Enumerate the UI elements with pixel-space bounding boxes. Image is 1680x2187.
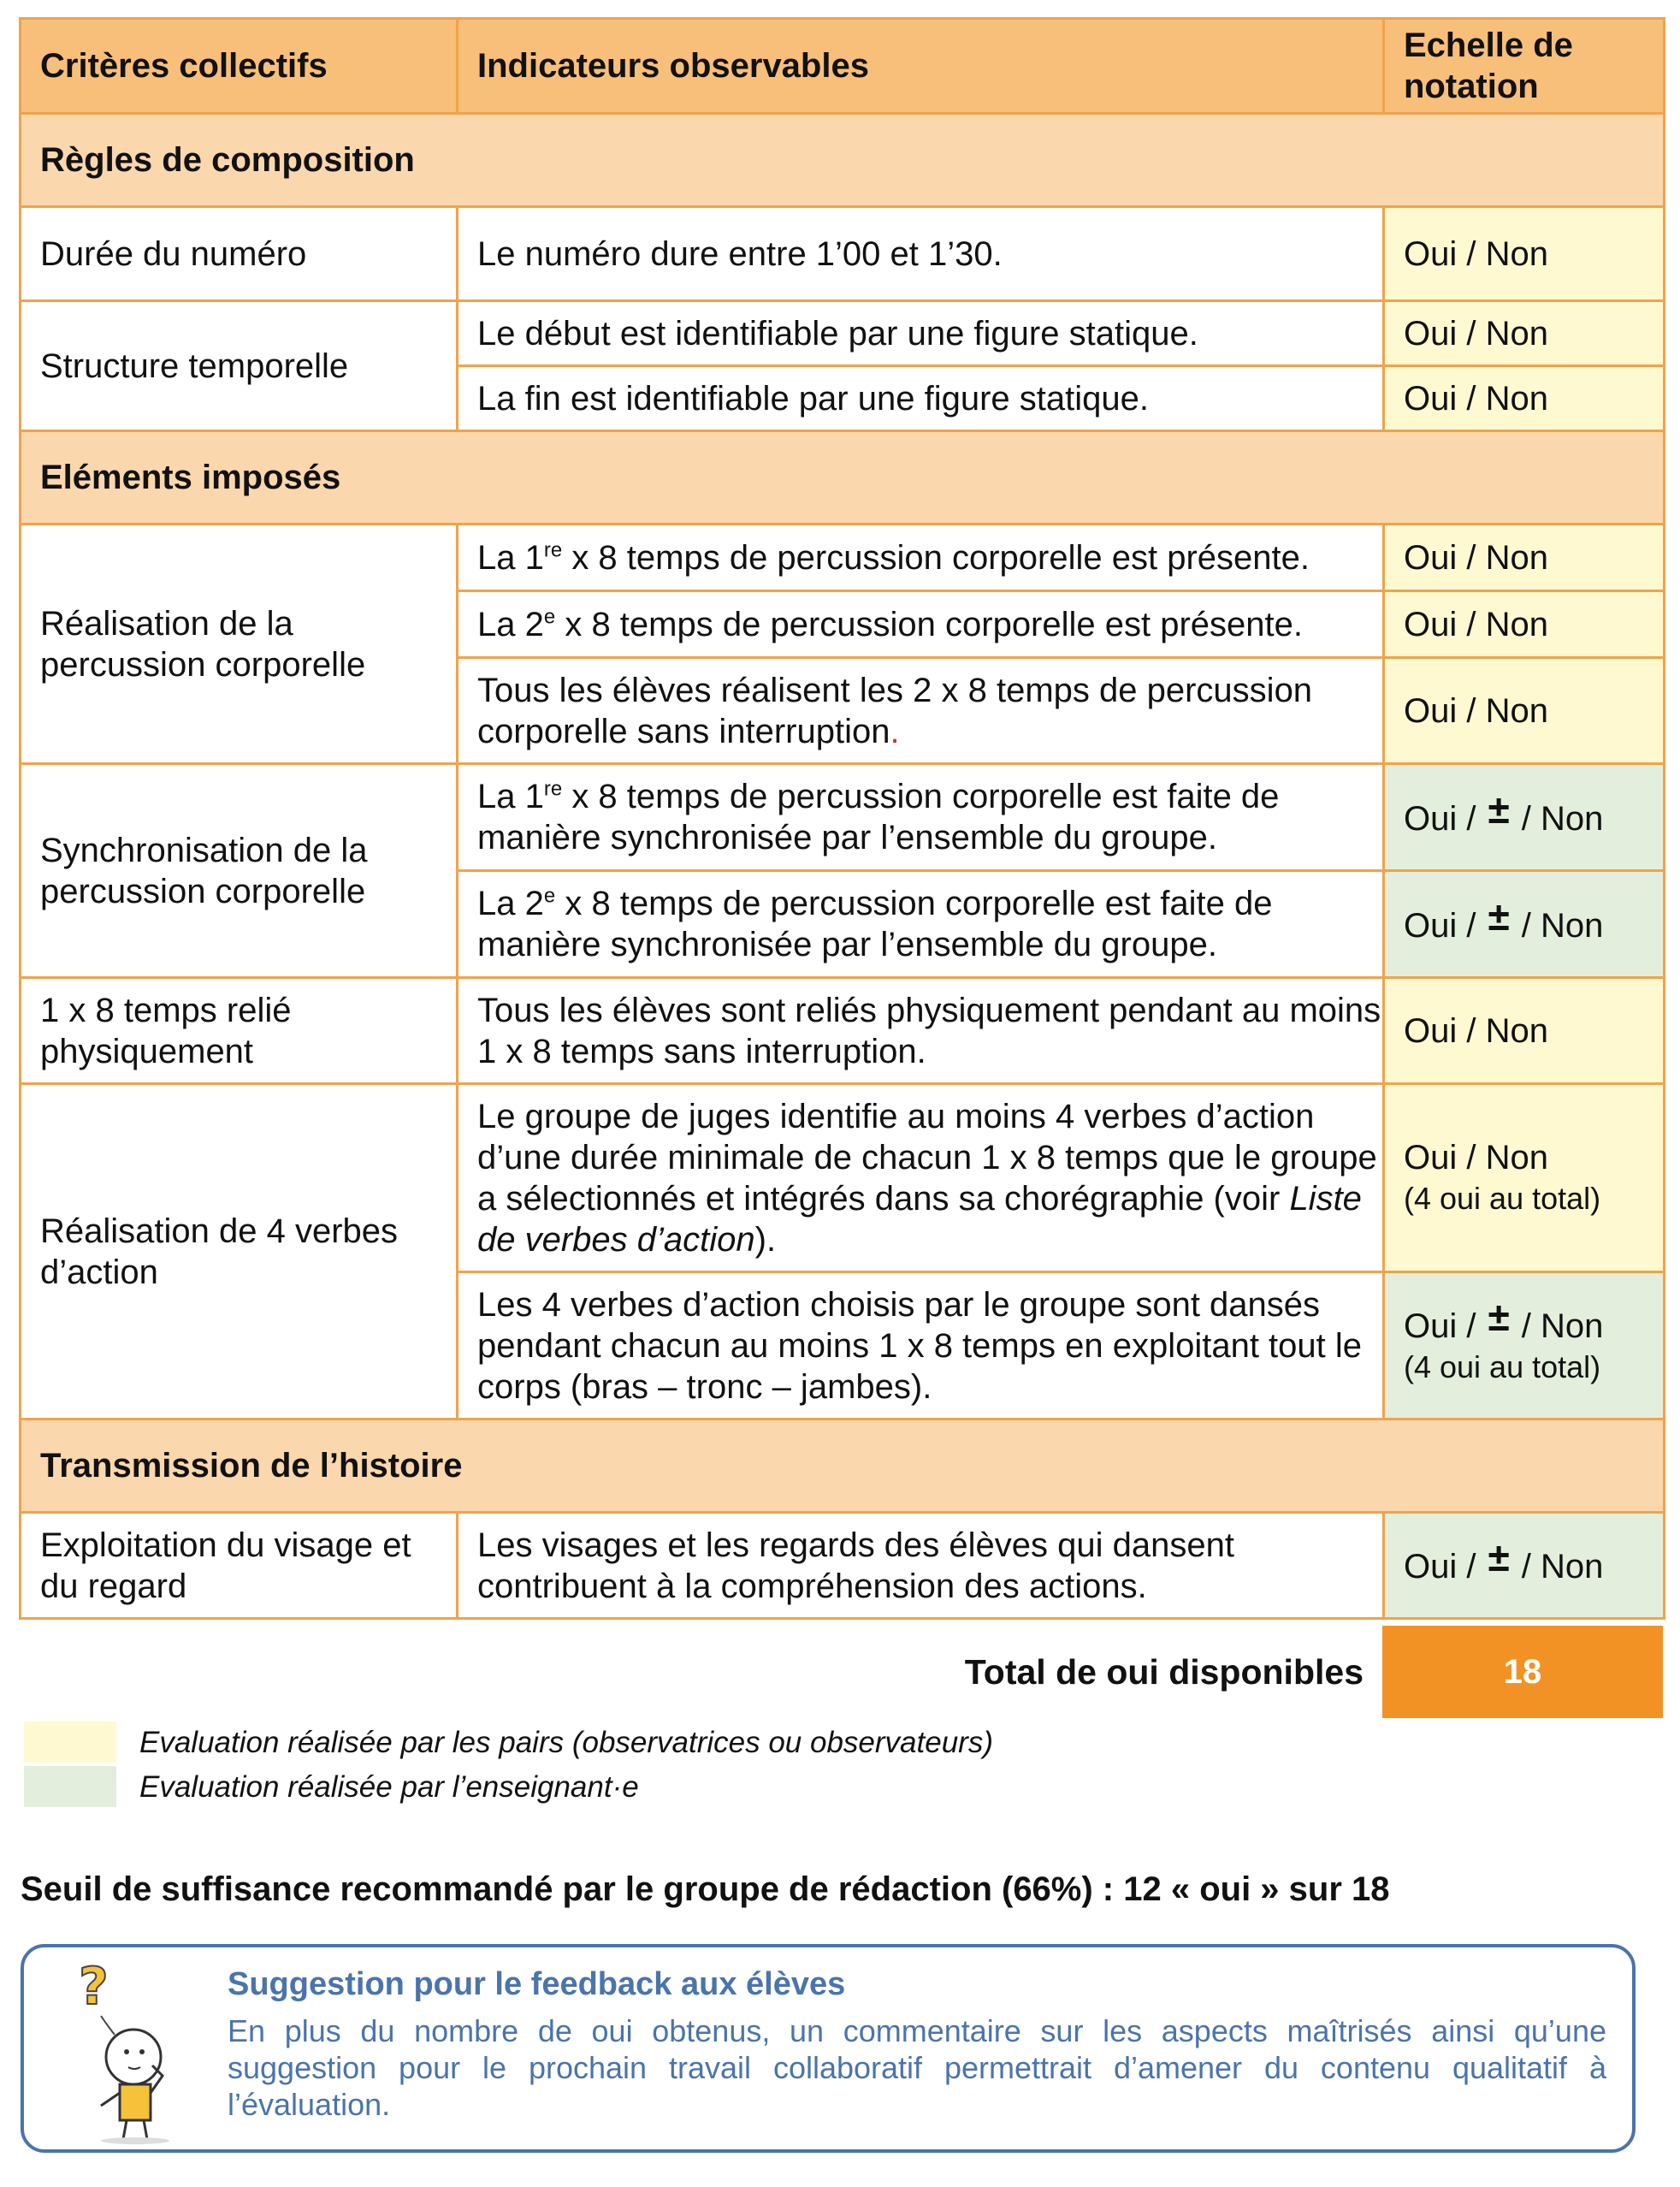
scale-note: (4 oui au total) (1404, 1180, 1601, 1216)
ordinal-suffix: e (543, 605, 556, 629)
ordinal-suffix: re (543, 777, 563, 801)
legend-swatch-peer (24, 1722, 116, 1763)
table-row (21, 1084, 1665, 1272)
total-label: Total de oui disponibles (964, 1652, 1364, 1692)
indicator-perc2 (458, 591, 1384, 658)
criterion-structure: Structure temporelle (21, 301, 458, 431)
scale-non: / Non (1521, 906, 1604, 945)
ordinal-suffix: re (543, 538, 563, 562)
legend-swatch-teacher (24, 1766, 116, 1807)
indicator-text: La 2 (477, 605, 544, 643)
criterion-verbes: Réalisation de 4 verbes d’action (21, 1084, 458, 1419)
table-row (21, 301, 1665, 366)
scale-oui: Oui / (1404, 906, 1476, 945)
table-row (21, 207, 1665, 301)
threshold-text: Seuil de suffisance recommandé par le groupe de rédaction (66%) : 12 « oui » sur 18 (21, 1870, 1390, 1908)
scale-oui-non: Oui / Non (1384, 301, 1665, 366)
section-title-imposes: Eléments imposés (21, 431, 1665, 525)
indicator-debut: Le début est identifiable par une figure statique. (458, 301, 1384, 366)
thinking-figure-icon (67, 1956, 195, 2144)
scale-non: / Non (1521, 1307, 1604, 1345)
plus-minus-icon: ± (1488, 1535, 1510, 1580)
scale-oui-non: Oui / Non (1384, 207, 1665, 301)
feedback-text: En plus du nombre de oui obtenus, un commentaire sur les aspects maîtrisés ainsi qu’une suggestion pour le prochain travail collaboratif permettrait d’amener du contenu qualitatif à l’évaluation. (228, 2013, 1606, 2122)
scale-oui-non: Oui / Non (1384, 591, 1665, 658)
indicator-visage: Les visages et les regards des élèves qui dansent contribuent à la compréhension des actions. (458, 1513, 1384, 1619)
feedback-title: Suggestion pour le feedback aux élèves (228, 1966, 846, 2002)
svg-text:?: ? (79, 1957, 109, 2017)
indicator-fin: La fin est identifiable par une figure statique. (458, 366, 1384, 431)
plus-minus-icon: ± (1488, 893, 1510, 939)
criterion-synchro: Synchronisation de la percussion corporelle (21, 764, 458, 978)
legend-text-teacher: Evaluation réalisée par l’enseignant·e (139, 1770, 639, 1804)
criterion-realisation: Réalisation de la percussion corporelle (21, 525, 458, 764)
section-row (21, 1419, 1665, 1513)
scale-oui-pm-non (1404, 1295, 1663, 1347)
list-reference: Liste de verbes d’action (477, 1179, 1362, 1259)
plus-minus-icon: ± (1488, 1295, 1510, 1339)
indicator-text: x 8 temps de percussion corporelle est présente. (555, 605, 1304, 643)
scale-oui-non-note (1384, 1084, 1665, 1272)
ordinal-suffix: e (543, 884, 556, 908)
indicator-text: La 2 (477, 885, 544, 922)
feedback-box (21, 1944, 1636, 2153)
table-row (21, 978, 1665, 1084)
section-title-histoire: Transmission de l’histoire (21, 1419, 1665, 1513)
criterion-duree: Durée du numéro (21, 207, 458, 301)
table-row (21, 764, 1665, 871)
scale-oui-pm-non (1384, 764, 1665, 871)
indicator-duree: Le numéro dure entre 1’00 et 1’30. (458, 207, 1384, 301)
scale-note: (4 oui au total) (1404, 1349, 1601, 1384)
indicator-danses: Les 4 verbes d’action choisis par le groupe sont dansés pendant chacun au moins 1 x 8 temps en exploitant tout le corps (bras – tronc – jambes). (458, 1272, 1384, 1419)
table-row (21, 525, 1665, 591)
header-scale: Echelle de notation (1384, 19, 1665, 114)
section-row (21, 431, 1665, 525)
scale-oui-pm-non (1384, 1513, 1665, 1619)
scale-oui: Oui / (1404, 799, 1476, 838)
scale-oui-non: Oui / Non (1384, 525, 1665, 591)
scale-oui: Oui / (1404, 1548, 1476, 1585)
legend-text-peer: Evaluation réalisée par les pairs (observatrices ou observateurs) (139, 1726, 993, 1759)
indicator-sync1 (458, 764, 1384, 871)
indicator-verbes (458, 1084, 1384, 1272)
scale-non: / Non (1521, 1548, 1604, 1585)
total-value: 18 (1382, 1626, 1663, 1718)
indicator-perc1 (458, 525, 1384, 591)
scale-oui-non: Oui / Non (1384, 978, 1665, 1084)
table-row (21, 1513, 1665, 1619)
indicator-text: Tous les élèves réalisent les 2 x 8 temps de percussion corporelle sans interruption (477, 671, 1313, 750)
total-row (19, 1626, 1663, 1718)
section-title-composition: Règles de composition (21, 114, 1665, 207)
plus-minus-icon: ± (1488, 786, 1510, 832)
table-header-row (21, 19, 1665, 114)
scale-oui: Oui / (1404, 1307, 1476, 1345)
indicator-text: x 8 temps de percussion corporelle est faite de manière synchronisée par l’ensemble du groupe. (477, 885, 1273, 963)
header-criteria: Critères collectifs (21, 19, 458, 114)
header-indicators: Indicateurs observables (458, 19, 1384, 114)
indicator-text: Le groupe de juges identifie au moins 4 verbes d’action d’une durée minimale de chacun 1 x 8 temps que le groupe a sélectionnés et intégrés dans sa chorégraphie (voir (477, 1097, 1377, 1218)
scale-oui-non: Oui / Non (1404, 1138, 1548, 1176)
indicator-period: . (890, 712, 900, 750)
indicator-sync2 (458, 871, 1384, 978)
indicator-text: x 8 temps de percussion corporelle est faite de manière synchronisée par l’ensemble du groupe. (477, 778, 1280, 856)
indicator-text: La 1 (477, 778, 544, 815)
scale-oui-non: Oui / Non (1384, 658, 1665, 764)
evaluation-table (19, 17, 1665, 1620)
indicator-text: ). (754, 1220, 777, 1259)
scale-oui-pm-non (1384, 871, 1665, 978)
criterion-relie: 1 x 8 temps relié physiquement (21, 978, 458, 1084)
section-row (21, 114, 1665, 207)
indicator-relie: Tous les élèves sont reliés physiquement pendant au moins 1 x 8 temps sans interruption. (458, 978, 1384, 1084)
scale-non: / Non (1521, 799, 1604, 838)
indicator-tous (458, 658, 1384, 764)
scale-oui-pm-non-note (1384, 1272, 1665, 1419)
indicator-text: La 1 (477, 538, 544, 577)
indicator-text: x 8 temps de percussion corporelle est présente. (562, 538, 1310, 577)
criterion-visage: Exploitation du visage et du regard (21, 1513, 458, 1619)
scale-oui-non: Oui / Non (1384, 366, 1665, 431)
